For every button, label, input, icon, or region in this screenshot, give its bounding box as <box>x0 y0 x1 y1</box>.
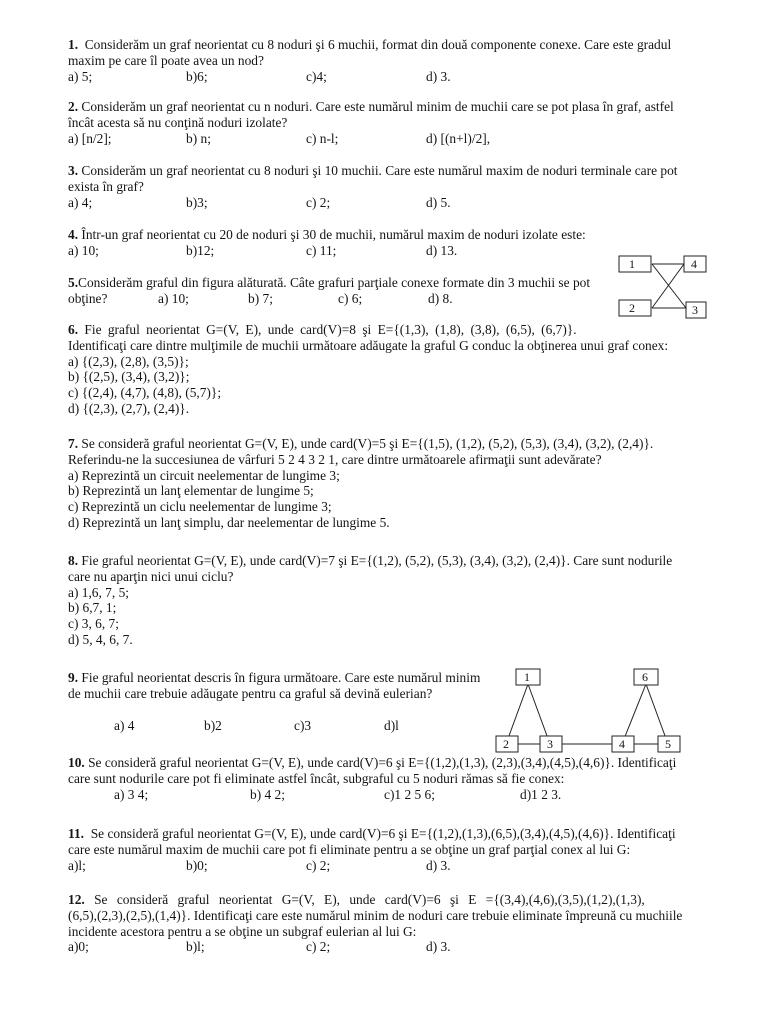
answer-row <box>68 243 696 259</box>
answer-a: a)0; <box>68 939 89 955</box>
question-text: (6,5),(2,3),(2,5),(1,4)}. Identificaţi care este numărul minim de noduri care trebuie eliminate împreună cu muchiile <box>68 907 683 923</box>
graph-edge <box>646 684 668 744</box>
node-label: 3 <box>692 303 698 317</box>
answer-b: b) 6,7, 1; <box>68 600 117 616</box>
answer-b: b)l; <box>186 939 205 955</box>
answer-a: a) 1,6, 7, 5; <box>68 584 129 600</box>
answer-b: b)6; <box>186 68 208 84</box>
node-label: 1 <box>524 670 530 684</box>
answer-c: c) 2; <box>306 939 331 955</box>
answer-a: a) 3 4; <box>114 786 149 802</box>
answer-a: a) {(2,3), (2,8), (3,5)}; <box>68 353 189 369</box>
question-number: 6. <box>68 322 79 337</box>
answer-d: d)l <box>384 717 399 733</box>
answer-row <box>68 195 696 211</box>
question-text: Se consideră graful neorientat G=(V, E), unde card(V)=6 şi E={(1,2),(1,3), (2,3),(3,4),(4,5),(4,6)}. Identificaţi <box>88 755 677 770</box>
question-text: care nu aparţin nici unui ciclu? <box>68 568 234 584</box>
question-1 <box>68 37 696 85</box>
question-number: 4. <box>68 227 79 242</box>
answer-row <box>68 131 696 147</box>
answer-d: d) 3. <box>426 68 451 84</box>
node-label: 6 <box>642 670 648 684</box>
question-text: Se consideră graful neorientat G=(V, E), unde card(V)=6 şi E ={(3,4),(4,6),(3,5),(1,2),(1,3), <box>94 892 645 907</box>
answer-b: b)3; <box>186 194 208 210</box>
question-number: 10. <box>68 755 85 770</box>
answer-b: b) 4 2; <box>250 786 285 802</box>
answer-b: b)2 <box>204 717 222 733</box>
graph-node <box>619 300 651 316</box>
question-number: 1. <box>68 37 79 52</box>
answer-d: d) 5, 4, 6, 7. <box>68 631 133 647</box>
answer-d: d) {(2,3), (2,7), (2,4)}. <box>68 400 190 416</box>
graph-edge <box>622 684 646 744</box>
question-number: 3. <box>68 163 79 178</box>
question-number: 8. <box>68 553 79 568</box>
node-label: 4 <box>691 257 697 271</box>
question-text: Într-un graf neorientat cu 20 de noduri şi 30 de muchii, numărul maxim de noduri izolate este: <box>81 227 586 242</box>
answer-row <box>68 69 696 85</box>
node-label: 2 <box>629 301 635 315</box>
question-text: Considerăm un graf neorientat cu 8 noduri şi 10 muchii. Care este numărul maxim de noduri terminale care pot <box>81 163 678 178</box>
question-text: obţine? <box>68 290 108 306</box>
answer-a: a) 5; <box>68 68 93 84</box>
question-number: 7. <box>68 436 79 451</box>
answer-c: c) 3, 6, 7; <box>68 616 119 632</box>
question-text: exista în graf? <box>68 178 144 194</box>
graph-figure-1 <box>618 253 708 319</box>
question-8 <box>68 553 696 648</box>
question-12 <box>68 892 696 955</box>
answer-b: b) n; <box>186 130 211 146</box>
question-text: Se consideră graful neorientat G=(V, E), unde card(V)=5 şi E={(1,5), (1,2), (5,2), (5,3), (3,4), (3,2), (2,4)}. <box>81 436 654 451</box>
question-text: Fie graful neorientat G=(V, E), unde card(V)=8 şi E={(1,3), (1,8), (3,8), (6,5), (6,7)}. <box>84 322 577 337</box>
answer-row <box>114 718 498 734</box>
answer-b: b) {(2,5), (3,4), (3,2)}; <box>68 369 190 385</box>
answer-b: b) 7; <box>248 290 273 306</box>
node-label: 1 <box>629 257 635 271</box>
node-label: 3 <box>547 737 553 751</box>
answer-c: c) 2; <box>306 194 331 210</box>
answer-a: a) 10; <box>68 242 99 258</box>
question-text: Considerăm un graf neorientat cu n noduri. Care este numărul minim de muchii care se pot plasa în graf, astfel <box>81 99 674 114</box>
question-text: Fie graful neorientat descris în figura următoare. Care este numărul minim <box>81 670 481 685</box>
answer-c: c) 2; <box>306 857 331 873</box>
answer-b: b)0; <box>186 857 208 873</box>
answer-a: a) 10; <box>158 290 189 306</box>
answer-a: a) 4 <box>114 717 135 733</box>
graph-edge <box>506 684 528 744</box>
answer-row <box>68 858 696 874</box>
answer-c: c)3 <box>294 717 312 733</box>
answer-d: d) 3. <box>426 857 451 873</box>
answer-d: d) [(n+l)/2], <box>426 130 491 146</box>
question-7 <box>68 436 696 531</box>
question-text: Fie graful neorientat G=(V, E), unde card(V)=7 şi E={(1,2), (5,2), (5,3), (3,4), (3,2), (2,4)}. Care sunt nodurile <box>81 553 673 568</box>
question-text: Se consideră graful neorientat G=(V, E), unde card(V)=6 şi E={(1,2),(1,3),(6,5),(3,4),(4,5),(4,6)}. Identificaţi <box>90 826 676 841</box>
question-text: Identificaţi care dintre mulţimile de muchii următoare adăugate la graful G conduc la obţinerea unui graf conex: <box>68 337 669 353</box>
node-label: 2 <box>503 737 509 751</box>
question-number: 2. <box>68 99 79 114</box>
question-number: 9. <box>68 670 79 685</box>
answer-d: d)1 2 3. <box>520 786 562 802</box>
node-label: 5 <box>665 737 671 751</box>
answer-row <box>68 291 608 307</box>
question-text: Considerăm un graf neorientat cu 8 noduri şi 6 muchii, format din două componente conexe. Care este gradul <box>84 37 672 52</box>
question-text: care sunt nodurile care pot fi eliminate astfel încât, subgraful cu 5 noduri rămas să fie conex: <box>68 770 565 786</box>
answer-c: c) n-l; <box>306 130 339 146</box>
answer-c: c)1 2 5 6; <box>384 786 435 802</box>
question-number: 5. <box>68 275 79 290</box>
node-label: 4 <box>619 737 625 751</box>
question-text: încât acesta să nu conţină noduri izolate? <box>68 114 288 130</box>
answer-row <box>114 787 696 803</box>
answer-a: a) 4; <box>68 194 93 210</box>
question-number: 12. <box>68 892 85 907</box>
question-text: de muchii care trebuie adăugate pentru ca graful să devină eulerian? <box>68 685 433 701</box>
graph-figure-2 <box>494 664 688 754</box>
question-3 <box>68 163 696 211</box>
answer-a: a) Reprezintă un circuit neelementar de lungime 3; <box>68 467 340 483</box>
answer-a: a) [n/2]; <box>68 130 112 146</box>
question-11 <box>68 826 696 874</box>
question-9 <box>68 670 498 734</box>
question-number: 11. <box>68 826 84 841</box>
question-text: incidente acestora pentru a se obţine un subgraf eulerian al lui G: <box>68 923 417 939</box>
graph-node <box>619 256 651 272</box>
answer-c: c) 11; <box>306 242 337 258</box>
question-text: maxim pe care îl poate avea un nod? <box>68 52 264 68</box>
question-10 <box>68 755 696 803</box>
answer-d: d) Reprezintă un lanţ simplu, dar neelementar de lungime 5. <box>68 514 390 530</box>
answer-d: d) 8. <box>428 290 453 306</box>
answer-d: d) 3. <box>426 939 451 955</box>
answer-c: c) {(2,4), (4,7), (4,8), (5,7)}; <box>68 385 222 401</box>
question-2 <box>68 99 696 147</box>
answer-d: d) 5. <box>426 194 451 210</box>
answer-a: a)l; <box>68 857 86 873</box>
answer-c: c)4; <box>306 68 327 84</box>
answer-row <box>68 939 696 955</box>
answer-c: c) Reprezintă un ciclu neelementar de lungime 3; <box>68 499 332 515</box>
question-6 <box>68 322 696 417</box>
question-4 <box>68 227 696 259</box>
answer-c: c) 6; <box>338 290 363 306</box>
question-text: Referindu-ne la succesiunea de vârfuri 5 2 4 3 2 1, care dintre următoarele afirmaţii sunt adevărate? <box>68 451 602 467</box>
answer-b: b) Reprezintă un lanţ elementar de lungime 5; <box>68 483 314 499</box>
question-text: Considerăm graful din figura alăturată. Câte grafuri parţiale conexe formate din 3 muchii se pot <box>78 275 591 290</box>
answer-d: d) 13. <box>426 242 458 258</box>
answer-b: b)12; <box>186 242 215 258</box>
question-text: care este numărul maxim de muchii care pot fi eliminate pentru a se obţine un graf parţial conex al lui G: <box>68 841 631 857</box>
question-5 <box>68 275 608 307</box>
graph-edge <box>528 684 550 744</box>
